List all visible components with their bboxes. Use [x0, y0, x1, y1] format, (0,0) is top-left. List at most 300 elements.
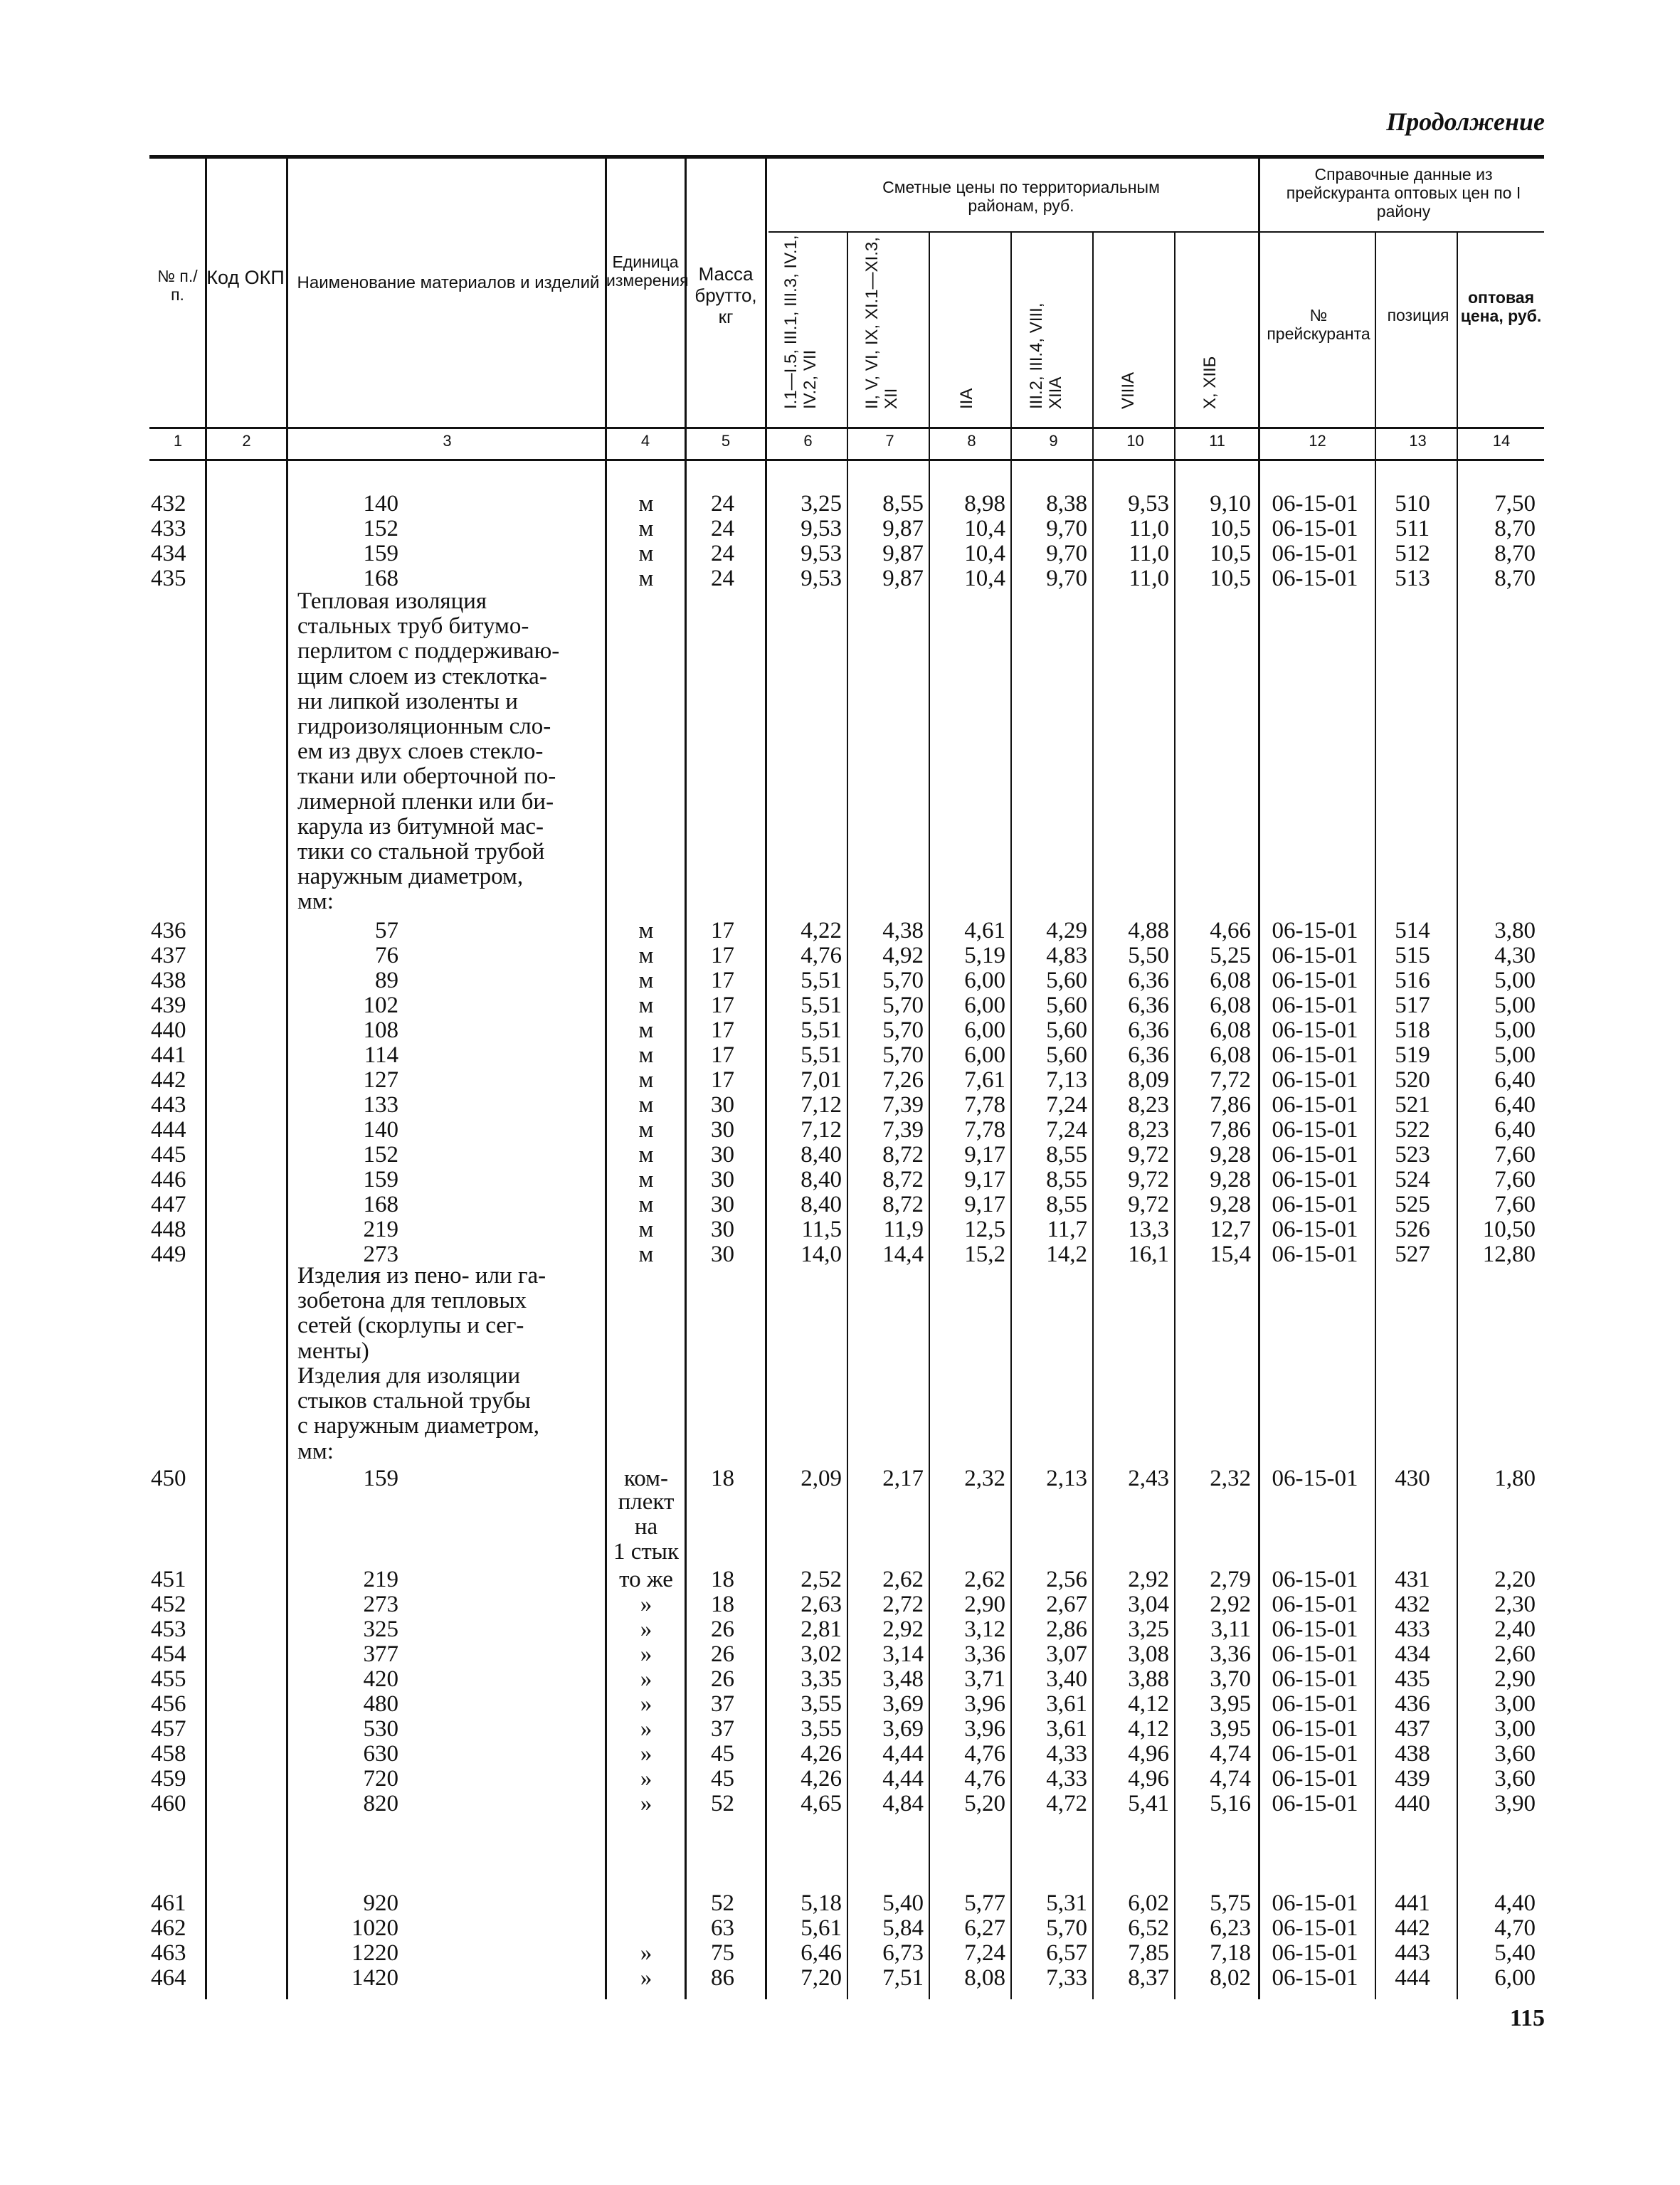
row-price-region-10: 11,0: [1129, 566, 1169, 591]
description-bitumen-perlite: [297, 589, 559, 915]
row-number: 436: [151, 918, 186, 943]
row-number: 455: [151, 1666, 186, 1692]
row-price-region-6: 6,46: [801, 1940, 842, 1966]
row-pricelist-number: 06-15-01: [1272, 1567, 1358, 1592]
row-price-region-6: 5,51: [801, 1017, 842, 1043]
row-wholesale-price: 4,70: [1494, 1915, 1536, 1941]
row-position: 440: [1395, 1791, 1430, 1816]
row-price-region-11: 6,08: [1210, 993, 1251, 1018]
row-position: 512: [1395, 541, 1430, 566]
row-price-region-6: 4,76: [801, 943, 842, 968]
row-price-region-8: 15,2: [964, 1242, 1005, 1267]
row-price-region-10: 3,08: [1128, 1641, 1169, 1667]
row-pricelist-number: 06-15-01: [1272, 1741, 1358, 1767]
row-price-region-7: 2,62: [882, 1567, 924, 1592]
row-pricelist-number: 06-15-01: [1272, 1167, 1358, 1192]
row-price-region-7: 2,92: [882, 1617, 924, 1642]
row-diameter: 219: [363, 1567, 398, 1592]
row-wholesale-price: 3,80: [1494, 918, 1536, 943]
row-position: 520: [1395, 1067, 1430, 1093]
row-mass: 24: [711, 566, 734, 591]
unit-450-continuation: [606, 1490, 686, 1565]
row-unit: м: [638, 1067, 654, 1093]
row-position: 514: [1395, 918, 1430, 943]
row-pricelist-number: 06-15-01: [1272, 1617, 1358, 1642]
row-position: 518: [1395, 1017, 1430, 1043]
row-pricelist-number: 06-15-01: [1272, 1965, 1358, 1991]
column-divider: [1174, 233, 1176, 1999]
row-position: 443: [1395, 1940, 1430, 1966]
row-diameter: 140: [363, 1117, 398, 1143]
row-unit: м: [638, 1167, 654, 1192]
row-price-region-8: 6,00: [964, 1042, 1005, 1068]
row-price-region-8: 4,61: [964, 918, 1005, 943]
row-diameter: 630: [363, 1741, 398, 1767]
row-diameter: 325: [363, 1617, 398, 1642]
row-price-region-7: 5,40: [882, 1890, 924, 1916]
row-price-region-8: 12,5: [964, 1217, 1005, 1242]
column-divider: [847, 233, 848, 1999]
row-mass: 30: [711, 1217, 734, 1242]
row-mass: 75: [711, 1940, 734, 1966]
row-position: 437: [1395, 1716, 1430, 1742]
row-price-region-9: 8,55: [1046, 1192, 1087, 1217]
row-mass: 24: [711, 541, 734, 566]
row-price-region-11: 6,08: [1210, 968, 1251, 993]
header-region-8: IIA: [957, 388, 976, 409]
row-position: 433: [1395, 1617, 1430, 1642]
row-price-region-7: 3,69: [882, 1691, 924, 1717]
row-wholesale-price: 8,70: [1494, 541, 1536, 566]
row-price-region-6: 7,01: [801, 1067, 842, 1093]
row-diameter: 219: [363, 1217, 398, 1242]
row-unit: »: [640, 1741, 653, 1767]
row-wholesale-price: 4,40: [1494, 1890, 1536, 1916]
row-pricelist-number: 06-15-01: [1272, 1766, 1358, 1792]
row-wholesale-price: 6,00: [1494, 1965, 1536, 1991]
row-price-region-9: 2,67: [1046, 1592, 1087, 1617]
row-mass: 30: [711, 1142, 734, 1168]
row-price-region-9: 2,56: [1046, 1567, 1087, 1592]
column-number: 5: [721, 432, 731, 450]
row-unit: м: [638, 1192, 654, 1217]
continuation-label: Продолжение: [1386, 107, 1545, 136]
row-price-region-10: 8,09: [1128, 1067, 1169, 1093]
row-price-region-7: 4,44: [882, 1766, 924, 1792]
row-wholesale-price: 5,00: [1494, 968, 1536, 993]
row-price-region-8: 10,4: [964, 516, 1005, 541]
row-price-region-8: 5,19: [964, 943, 1005, 968]
row-price-region-9: 4,83: [1046, 943, 1087, 968]
row-pricelist-number: 06-15-01: [1272, 918, 1358, 943]
row-diameter: 377: [363, 1641, 398, 1667]
description-line: гидроизоляционным сло-: [297, 714, 551, 740]
row-price-region-10: 4,12: [1128, 1716, 1169, 1742]
row-price-region-9: 8,55: [1046, 1167, 1087, 1192]
row-unit: »: [640, 1617, 653, 1642]
row-price-region-8: 7,61: [964, 1067, 1005, 1093]
row-mass: 26: [711, 1641, 734, 1667]
row-wholesale-price: 6,40: [1494, 1067, 1536, 1093]
row-diameter: 720: [363, 1766, 398, 1792]
row-price-region-9: 4,33: [1046, 1741, 1087, 1767]
row-price-region-6: 4,26: [801, 1766, 842, 1792]
row-price-region-10: 9,72: [1128, 1142, 1169, 1168]
row-price-region-9: 7,24: [1046, 1117, 1087, 1143]
header-region-9: III.2, III.4, VIII, XIIA: [1027, 302, 1065, 409]
row-price-region-6: 4,26: [801, 1741, 842, 1767]
row-price-region-8: 9,17: [964, 1167, 1005, 1192]
row-number: 443: [151, 1092, 186, 1118]
row-price-region-7: 4,38: [882, 918, 924, 943]
row-price-region-10: 4,88: [1128, 918, 1169, 943]
header-prices-group-text: Сметные цены по территориальным районам, руб.: [882, 178, 1160, 215]
row-price-region-11: 3,95: [1210, 1691, 1251, 1717]
row-price-region-11: 10,5: [1210, 516, 1251, 541]
row-price-region-10: 6,36: [1128, 968, 1169, 993]
description-line: ни липкой изоленты и: [297, 688, 518, 714]
row-price-region-10: 8,23: [1128, 1092, 1169, 1118]
description-line: на: [634, 1514, 658, 1540]
row-price-region-9: 7,13: [1046, 1067, 1087, 1093]
row-price-region-11: 4,74: [1210, 1741, 1251, 1767]
row-diameter: 1420: [352, 1965, 398, 1991]
row-price-region-9: 11,7: [1047, 1217, 1087, 1242]
row-mass: 30: [711, 1167, 734, 1192]
row-price-region-9: 4,29: [1046, 918, 1087, 943]
row-price-region-7: 5,70: [882, 968, 924, 993]
row-price-region-10: 3,04: [1128, 1592, 1169, 1617]
row-position: 511: [1395, 516, 1430, 541]
column-number: 10: [1126, 432, 1144, 450]
row-number: 433: [151, 516, 186, 541]
row-price-region-10: 11,0: [1129, 541, 1169, 566]
column-number: 4: [640, 432, 650, 450]
row-diameter: 273: [363, 1592, 398, 1617]
row-number: 439: [151, 993, 186, 1018]
row-price-region-8: 7,24: [964, 1940, 1005, 1966]
row-price-region-6: 9,53: [801, 516, 842, 541]
row-price-region-9: 9,70: [1046, 541, 1087, 566]
row-price-region-11: 3,95: [1210, 1716, 1251, 1742]
row-position: 432: [1395, 1592, 1430, 1617]
row-position: 527: [1395, 1242, 1430, 1267]
row-price-region-9: 5,60: [1046, 1017, 1087, 1043]
row-number: 442: [151, 1067, 186, 1093]
row-price-region-9: 8,38: [1046, 491, 1087, 517]
header-position: [1379, 306, 1457, 324]
header-okp: [206, 267, 285, 288]
description-line: плект: [618, 1489, 675, 1515]
row-diameter: 1020: [352, 1915, 398, 1941]
row-diameter: 420: [363, 1666, 398, 1692]
row-price-region-10: 6,02: [1128, 1890, 1169, 1916]
row-wholesale-price: 8,70: [1494, 566, 1536, 591]
row-diameter: 114: [364, 1042, 398, 1068]
row-diameter: 168: [363, 566, 398, 591]
column-number: 7: [885, 432, 894, 450]
row-mass: 26: [711, 1617, 734, 1642]
row-price-region-9: 3,07: [1046, 1641, 1087, 1667]
row-unit: м: [638, 541, 654, 566]
row-price-region-7: 4,84: [882, 1791, 924, 1816]
row-price-region-7: 7,51: [882, 1965, 924, 1991]
row-number: 458: [151, 1741, 186, 1767]
header-wholesale-price-text: оптовая цена, руб.: [1460, 288, 1542, 325]
row-pricelist-number: 06-15-01: [1272, 1042, 1358, 1068]
row-number: 435: [151, 566, 186, 591]
row-price-region-9: 5,60: [1046, 1042, 1087, 1068]
row-mass: 30: [711, 1192, 734, 1217]
row-unit: м: [638, 491, 654, 517]
description-line: стальных труб битумо-: [297, 613, 529, 640]
row-price-region-11: 5,25: [1210, 943, 1251, 968]
row-mass: 26: [711, 1666, 734, 1692]
row-price-region-7: 7,39: [882, 1117, 924, 1143]
row-price-region-7: 5,70: [882, 1042, 924, 1068]
row-price-region-8: 5,20: [964, 1791, 1005, 1816]
header-wholesale-price: [1460, 288, 1542, 325]
row-position: 517: [1395, 993, 1430, 1018]
row-price-region-10: 5,41: [1128, 1791, 1169, 1816]
row-price-region-10: 6,36: [1128, 1042, 1169, 1068]
row-position: 442: [1395, 1915, 1430, 1941]
column-divider: [1010, 233, 1012, 1999]
row-price-region-11: 2,32: [1210, 1466, 1251, 1491]
row-position: 525: [1395, 1192, 1430, 1217]
row-price-region-11: 10,5: [1210, 541, 1251, 566]
row-price-region-7: 8,72: [882, 1192, 924, 1217]
row-unit: »: [640, 1940, 653, 1966]
row-pricelist-number: 06-15-01: [1272, 1641, 1358, 1667]
row-diameter: 89: [375, 968, 398, 993]
row-price-region-11: 3,70: [1210, 1666, 1251, 1692]
row-number: 459: [151, 1766, 186, 1792]
row-price-region-10: 3,88: [1128, 1666, 1169, 1692]
row-pricelist-number: 06-15-01: [1272, 1142, 1358, 1168]
description-line: Тепловая изоляция: [297, 588, 487, 614]
description-line: Изделия из пено- или га-: [297, 1263, 546, 1289]
row-mass: 17: [711, 993, 734, 1018]
row-price-region-9: 6,57: [1046, 1940, 1087, 1966]
row-mass: 17: [711, 943, 734, 968]
row-pricelist-number: 06-15-01: [1272, 1117, 1358, 1143]
row-number: 445: [151, 1142, 186, 1168]
row-price-region-8: 3,71: [964, 1666, 1005, 1692]
row-price-region-8: 6,00: [964, 1017, 1005, 1043]
column-number: 1: [173, 432, 183, 450]
row-price-region-7: 3,48: [882, 1666, 924, 1692]
row-mass: 30: [711, 1242, 734, 1267]
row-price-region-11: 7,86: [1210, 1117, 1251, 1143]
row-price-region-11: 9,10: [1210, 491, 1251, 517]
row-diameter: 140: [363, 491, 398, 517]
description-line: 1 стык: [613, 1539, 680, 1565]
column-number: 8: [967, 432, 976, 450]
row-unit: м: [638, 968, 654, 993]
row-number: 444: [151, 1117, 186, 1143]
row-price-region-10: 2,92: [1128, 1567, 1169, 1592]
row-mass: 52: [711, 1890, 734, 1916]
row-number: 446: [151, 1167, 186, 1192]
row-mass: 24: [711, 491, 734, 517]
row-price-region-9: 8,55: [1046, 1142, 1087, 1168]
row-number: 450: [151, 1466, 186, 1491]
row-price-region-10: 4,96: [1128, 1741, 1169, 1767]
row-price-region-8: 3,96: [964, 1691, 1005, 1717]
group-divider-prices: [768, 231, 1259, 233]
row-wholesale-price: 7,50: [1494, 491, 1536, 517]
row-position: 516: [1395, 968, 1430, 993]
row-price-region-8: 2,62: [964, 1567, 1005, 1592]
row-number: 447: [151, 1192, 186, 1217]
row-price-region-10: 8,37: [1128, 1965, 1169, 1991]
row-mass: 17: [711, 1042, 734, 1068]
header-region-6: I.1—I.5, III.1, III.3, IV.1, IV.2, VII: [781, 235, 820, 409]
row-price-region-8: 7,78: [964, 1117, 1005, 1143]
row-pricelist-number: 06-15-01: [1272, 1192, 1358, 1217]
row-number: 461: [151, 1890, 186, 1916]
row-price-region-11: 2,79: [1210, 1567, 1251, 1592]
row-number: 462: [151, 1915, 186, 1941]
row-mass: 17: [711, 1067, 734, 1093]
row-price-region-6: 3,02: [801, 1641, 842, 1667]
row-price-region-11: 15,4: [1210, 1242, 1251, 1267]
row-price-region-11: 4,66: [1210, 918, 1251, 943]
row-price-region-7: 8,72: [882, 1167, 924, 1192]
row-pricelist-number: 06-15-01: [1272, 1217, 1358, 1242]
row-pricelist-number: 06-15-01: [1272, 566, 1358, 591]
row-diameter: 57: [375, 918, 398, 943]
row-position: 519: [1395, 1042, 1430, 1068]
description-line: менты): [297, 1338, 369, 1364]
row-diameter: 76: [375, 943, 398, 968]
row-price-region-10: 2,43: [1128, 1466, 1169, 1491]
row-number: 448: [151, 1217, 186, 1242]
row-mass: 17: [711, 1017, 734, 1043]
header-name-text: Наименование материалов и изделий: [297, 273, 600, 292]
description-line: стыков стальной трубы: [297, 1388, 531, 1414]
row-price-region-6: 2,09: [801, 1466, 842, 1491]
row-price-region-6: 7,20: [801, 1965, 842, 1991]
row-price-region-6: 2,52: [801, 1567, 842, 1592]
row-unit: м: [638, 918, 654, 943]
row-price-region-11: 9,28: [1210, 1167, 1251, 1192]
row-price-region-7: 9,87: [882, 541, 924, 566]
row-price-region-10: 9,72: [1128, 1192, 1169, 1217]
row-unit: »: [640, 1691, 653, 1717]
row-price-region-11: 3,11: [1210, 1617, 1251, 1642]
row-pricelist-number: 06-15-01: [1272, 1791, 1358, 1816]
row-price-region-11: 7,86: [1210, 1092, 1251, 1118]
row-price-region-7: 4,92: [882, 943, 924, 968]
row-price-region-7: 5,70: [882, 1017, 924, 1043]
row-price-region-9: 5,31: [1046, 1890, 1087, 1916]
row-unit: м: [638, 993, 654, 1018]
row-price-region-9: 7,33: [1046, 1965, 1087, 1991]
column-number: 14: [1492, 432, 1511, 450]
row-mass: 37: [711, 1691, 734, 1717]
description-line: Изделия для изоляции: [297, 1363, 521, 1389]
row-pricelist-number: 06-15-01: [1272, 491, 1358, 517]
row-price-region-9: 4,72: [1046, 1791, 1087, 1816]
row-position: 524: [1395, 1167, 1430, 1192]
description-line: щим слоем из стеклотка-: [297, 663, 547, 689]
row-price-region-9: 3,61: [1046, 1691, 1087, 1717]
row-price-region-6: 5,61: [801, 1915, 842, 1941]
row-price-region-6: 3,25: [801, 491, 842, 517]
row-mass: 37: [711, 1716, 734, 1742]
row-price-region-11: 3,36: [1210, 1641, 1251, 1667]
row-price-region-8: 4,76: [964, 1741, 1005, 1767]
row-price-region-11: 4,74: [1210, 1766, 1251, 1792]
row-diameter: 108: [363, 1017, 398, 1043]
row-price-region-9: 7,24: [1046, 1092, 1087, 1118]
row-pricelist-number: 06-15-01: [1272, 1940, 1358, 1966]
row-price-region-7: 8,55: [882, 491, 924, 517]
row-position: 431: [1395, 1567, 1430, 1592]
row-price-region-7: 5,84: [882, 1915, 924, 1941]
row-diameter: 530: [363, 1716, 398, 1742]
header-unit-text: Единица измерения: [606, 253, 689, 290]
row-price-region-11: 7,18: [1210, 1940, 1251, 1966]
row-unit: м: [638, 516, 654, 541]
row-diameter: 480: [363, 1691, 398, 1717]
row-number: 463: [151, 1940, 186, 1966]
row-mass: 86: [711, 1965, 734, 1991]
row-price-region-6: 2,81: [801, 1617, 842, 1642]
row-price-region-8: 8,08: [964, 1965, 1005, 1991]
row-price-region-8: 6,27: [964, 1915, 1005, 1941]
row-price-region-8: 2,90: [964, 1592, 1005, 1617]
row-wholesale-price: 5,00: [1494, 993, 1536, 1018]
row-price-region-8: 9,17: [964, 1142, 1005, 1168]
row-unit: »: [640, 1965, 653, 1991]
row-price-region-10: 7,85: [1128, 1940, 1169, 1966]
row-price-region-11: 5,75: [1210, 1890, 1251, 1916]
row-price-region-8: 8,98: [964, 491, 1005, 517]
row-price-region-10: 16,1: [1128, 1242, 1169, 1267]
row-position: 441: [1395, 1890, 1430, 1916]
row-wholesale-price: 3,00: [1494, 1716, 1536, 1742]
row-price-region-8: 6,00: [964, 968, 1005, 993]
row-price-region-7: 9,87: [882, 566, 924, 591]
row-wholesale-price: 4,30: [1494, 943, 1536, 968]
row-position: 434: [1395, 1641, 1430, 1667]
row-wholesale-price: 3,60: [1494, 1766, 1536, 1792]
column-number: 11: [1209, 432, 1225, 450]
row-price-region-6: 3,55: [801, 1716, 842, 1742]
row-price-region-6: 4,22: [801, 918, 842, 943]
row-unit: м: [638, 566, 654, 591]
row-diameter: 920: [363, 1890, 398, 1916]
row-diameter: 102: [363, 993, 398, 1018]
row-price-region-8: 2,32: [964, 1466, 1005, 1491]
row-price-region-6: 5,51: [801, 1042, 842, 1068]
row-mass: 52: [711, 1791, 734, 1816]
row-price-region-11: 5,16: [1210, 1791, 1251, 1816]
row-price-region-6: 8,40: [801, 1192, 842, 1217]
row-wholesale-price: 2,40: [1494, 1617, 1536, 1642]
row-unit: м: [638, 1117, 654, 1143]
row-unit: »: [640, 1716, 653, 1742]
row-position: 523: [1395, 1142, 1430, 1168]
row-unit: м: [638, 1217, 654, 1242]
row-price-region-6: 5,51: [801, 968, 842, 993]
row-price-region-6: 3,55: [801, 1691, 842, 1717]
row-pricelist-number: 06-15-01: [1272, 968, 1358, 993]
row-price-region-7: 8,72: [882, 1142, 924, 1168]
